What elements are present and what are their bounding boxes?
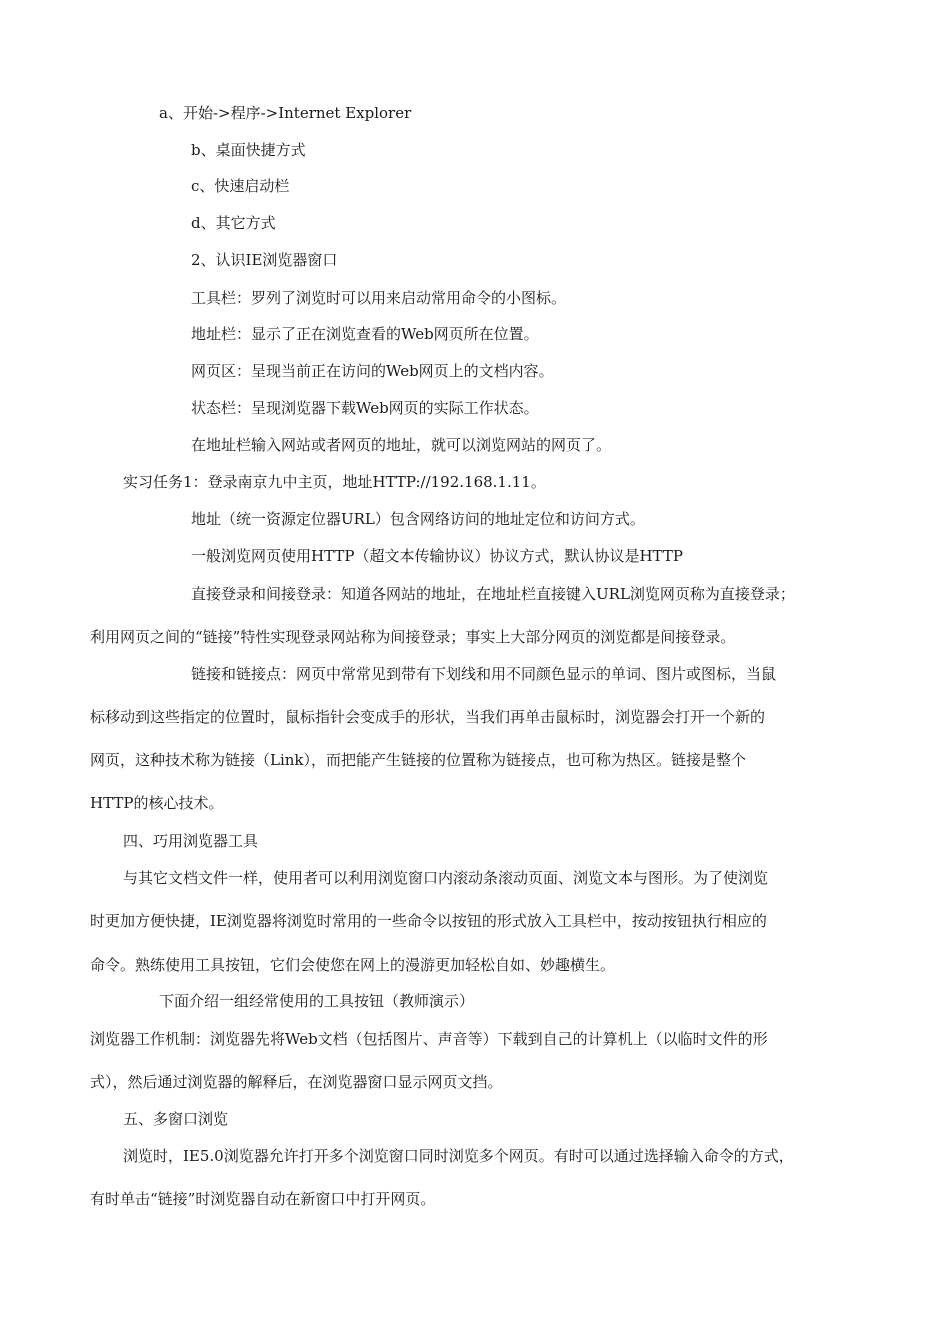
- tools-paragraph-line-3: 命令。熟练使用工具按钮，它们会使您在网上的漫游更加轻松自如、妙趣横生。: [90, 956, 616, 974]
- toolbar-description: 工具栏：罗列了浏览时可以用来启动常用命令的小图标。: [191, 289, 567, 307]
- tools-paragraph-line-1: 与其它文档文件一样，使用者可以利用浏览窗口内滚动条滚动页面、浏览文本与图形。为了使浏览: [123, 869, 769, 887]
- address-input-note: 在地址栏输入网站或者网页的地址，就可以浏览网站的网页了。: [191, 436, 612, 454]
- links-paragraph-line-2: 标移动到这些指定的位置时，鼠标指针会变成手的形状，当我们再单击鼠标时，浏览器会打开一个新的: [90, 708, 766, 726]
- links-paragraph-line-3: 网页，这种技术称为链接（Link），而把能产生链接的位置称为链接点，也可称为热区。链接是整个: [90, 751, 747, 769]
- multi-window-line-1: 浏览时，IE5.0浏览器允许打开多个浏览窗口同时浏览多个网页。有时可以通过选择输入命令的方式，: [123, 1147, 794, 1165]
- launch-option-c: c、快速启动栏: [191, 177, 290, 195]
- login-methods-line-2: 利用网页之间的“链接”特性实现登录网站称为间接登录；事实上大部分网页的浏览都是间接登录。: [90, 628, 736, 646]
- links-paragraph-line-1: 链接和链接点：网页中常常见到带有下划线和用不同颜色显示的单词、图片或图标，当鼠: [191, 665, 777, 683]
- launch-option-a: a、开始->程序->Internet Explorer: [159, 104, 412, 122]
- browser-mechanism-line-2: 式），然后通过浏览器的解释后，在浏览器窗口显示网页文挡。: [90, 1073, 503, 1091]
- url-definition: 地址（统一资源定位器URL）包含网络访问的地址定位和访问方式。: [191, 510, 645, 528]
- section-heading-ie-window: 2、认识IE浏览器窗口: [191, 251, 338, 269]
- multi-window-line-2: 有时单击“链接”时浏览器自动在新窗口中打开网页。: [90, 1190, 436, 1208]
- launch-option-d: d、其它方式: [191, 214, 276, 232]
- section-heading-multi-window: 五、多窗口浏览: [123, 1110, 229, 1128]
- page-area-description: 网页区：呈现当前正在访问的Web网页上的文档内容。: [191, 362, 554, 380]
- http-protocol-note: 一般浏览网页使用HTTP（超文本传输协议）协议方式，默认协议是HTTP: [191, 547, 683, 565]
- launch-option-b: b、桌面快捷方式: [191, 141, 306, 159]
- section-heading-browser-tools: 四、巧用浏览器工具: [123, 832, 259, 850]
- practice-task-1: 实习任务1：登录南京九中主页，地址HTTP://192.168.1.11。: [123, 473, 546, 491]
- tool-buttons-intro: 下面介绍一组经常使用的工具按钮（教师演示）: [159, 992, 475, 1010]
- browser-mechanism-line-1: 浏览器工作机制：浏览器先将Web文档（包括图片、声音等）下载到自己的计算机上（以临时文件的形: [90, 1030, 768, 1048]
- address-bar-description: 地址栏：显示了正在浏览查看的Web网页所在位置。: [191, 325, 539, 343]
- tools-paragraph-line-2: 时更加方便快捷，IE浏览器将浏览时常用的一些命令以按钮的形式放入工具栏中，按动按钮执行相应的: [90, 912, 767, 930]
- status-bar-description: 状态栏：呈现浏览器下载Web网页的实际工作状态。: [191, 399, 539, 417]
- links-paragraph-line-4: HTTP的核心技术。: [90, 794, 224, 812]
- login-methods-line-1: 直接登录和间接登录：知道各网站的地址，在地址栏直接键入URL浏览网页称为直接登录；: [191, 585, 795, 603]
